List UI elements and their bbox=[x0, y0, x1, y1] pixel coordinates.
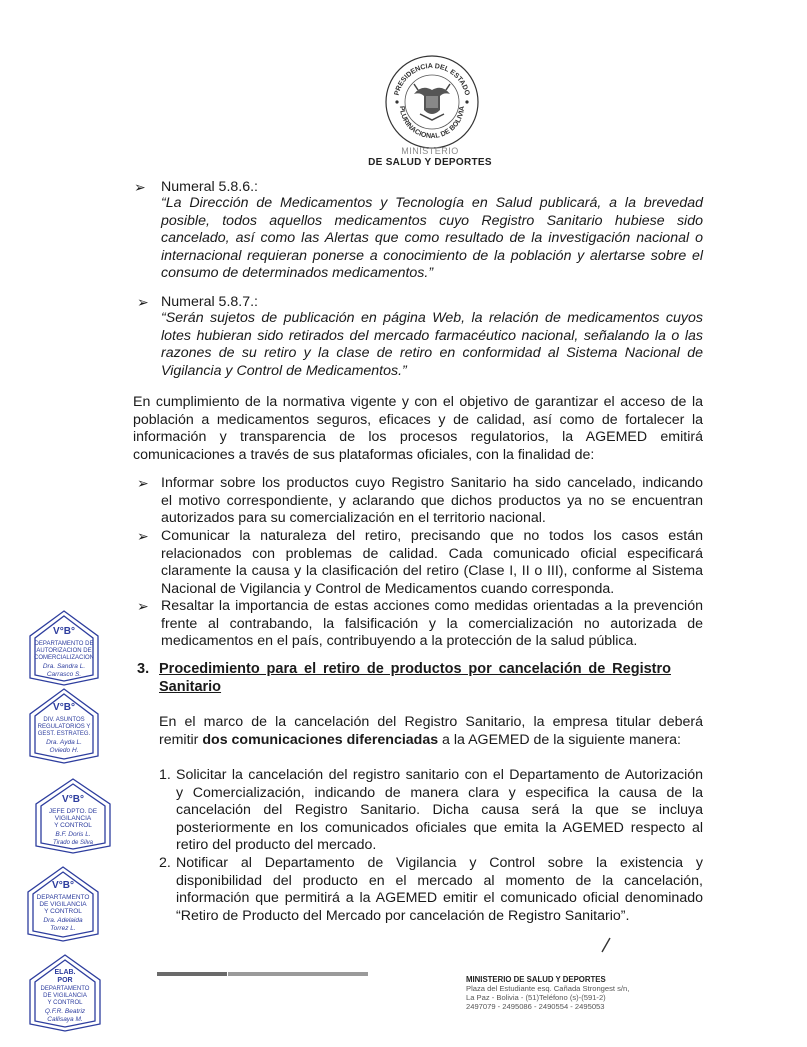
bullet-line: Resaltar la importancia de estas acciones como medidas orientadas a la prevención bbox=[161, 598, 703, 614]
intro-line: En el marco de la cancelación del Registro Sanitario, la empresa titular deberá bbox=[159, 714, 703, 730]
quote-line: razones de su retiro y la clase de retiro en conformidad al Sistema Nacional de bbox=[161, 345, 703, 362]
stamp-line: VIGILANCIA bbox=[54, 815, 92, 822]
ministry-header bbox=[340, 146, 520, 168]
stamp-line: Callisaya M. bbox=[47, 1016, 83, 1023]
item-line: Notificar al Departamento de Vigilancia y Control sobre la existencia y bbox=[176, 855, 703, 871]
stamp-line: COMERCIALIZACION bbox=[33, 655, 95, 661]
item-number: 1. bbox=[159, 767, 171, 783]
stamp-line: GEST. ESTRATEG. bbox=[37, 731, 91, 737]
approval-stamp-3 bbox=[34, 776, 112, 856]
footer-line: MINISTERIO DE SALUD Y DEPORTES bbox=[466, 975, 606, 984]
section-number: 3. bbox=[137, 661, 150, 677]
intro-bold-text: dos comunicaciones diferenciadas bbox=[202, 731, 439, 748]
approval-stamp-1 bbox=[28, 608, 100, 688]
state-seal-icon bbox=[384, 54, 480, 150]
item-line: disponibilidad del producto en el mercado al momento de la cancelación, bbox=[176, 872, 703, 889]
arrow-bullet-icon: ➢ bbox=[137, 294, 149, 310]
numeral-587-quote bbox=[161, 310, 703, 380]
stamp-line: Y CONTROL bbox=[44, 908, 82, 915]
section-title: Procedimiento para el retiro de productos por cancelación de Registro Sanitario bbox=[159, 661, 671, 695]
paragraph-line: comunicaciones a través de sus plataformas oficiales, con la finalidad de: bbox=[133, 446, 595, 463]
seal-text-bottom: PLURINACIONAL DE BOLIVIA bbox=[397, 105, 467, 141]
stamp-vb: V°B° bbox=[53, 626, 75, 637]
quote-line: Vigilancia y Control de Medicamentos.” bbox=[161, 362, 407, 379]
stamp-line: Dra. Sandra L. bbox=[42, 663, 86, 670]
quote-line: consumo de determinados medicamentos.” bbox=[161, 265, 434, 282]
arrow-bullet-icon: ➢ bbox=[134, 179, 146, 195]
footer-line: La Paz - Bolivia - (51)Teléfono (s)-(591-2) bbox=[466, 993, 606, 1002]
quote-line: internacional requieran ponerse a conocimiento de la población y alertarse sobre el bbox=[161, 247, 703, 264]
bullet-line: Comunicar la naturaleza del retiro, precisando que no todos los casos están bbox=[161, 528, 703, 544]
arrow-bullet-icon: ➢ bbox=[137, 528, 149, 544]
bullet-line: Nacional de Vigilancia y Control de Medicamentos cuando corresponda. bbox=[161, 580, 615, 597]
item-line: información que permitirá a la AGEMED emitir el comunicado oficial denominado bbox=[176, 890, 703, 907]
stamp-vb: ELAB. bbox=[54, 969, 76, 976]
quote-line: posible, todos aquellos medicamentos cuyo Registro Sanitario hubiese sido bbox=[161, 212, 703, 229]
stamp-line: DEPARTAMENTO bbox=[36, 894, 90, 901]
pen-mark-icon bbox=[600, 936, 612, 954]
seal-text-top: PRESIDENCIA DEL ESTADO bbox=[393, 62, 471, 97]
bullet-item-2 bbox=[161, 528, 703, 598]
stamp-line: Y CONTROL bbox=[47, 1000, 83, 1006]
bullet-item-3 bbox=[161, 598, 703, 651]
quote-line: cancelado, así como las Alertas que como resultado de la investigación nacional o bbox=[161, 230, 703, 247]
bullet-line: claramente la causa y la clasificación del retiro (Clase I, II o III), conforme al Sistema bbox=[161, 563, 703, 580]
stamp-line: AUTORIZACION DE bbox=[36, 648, 92, 654]
footer-bar-light bbox=[228, 972, 368, 976]
section-3-heading bbox=[137, 660, 671, 696]
footer-address bbox=[466, 975, 686, 1011]
footer-line: 2497079 - 2495086 - 2490554 - 2495053 bbox=[466, 1002, 605, 1011]
paragraph-line: En cumplimiento de la normativa vigente y con el objetivo de garantizar el acceso de la bbox=[133, 394, 703, 410]
bullet-line: el motivo correspondiente, y aclarando que dichos productos ya no se encuentran bbox=[161, 492, 703, 509]
stamp-line: DEPARTAMENTO bbox=[40, 986, 90, 992]
numbered-item-2 bbox=[176, 855, 703, 925]
intro-text: a la AGEMED de la siguiente manera: bbox=[438, 731, 682, 748]
item-line: y Comercialización, indicando de manera clara y especifica la causa de la bbox=[176, 784, 703, 801]
stamp-line: B.F. Doris L. bbox=[55, 831, 91, 838]
section-3-intro bbox=[159, 714, 703, 749]
stamp-line: DE VIGILANCIA bbox=[43, 993, 87, 999]
approval-stamp-4 bbox=[26, 864, 100, 944]
stamp-line: DIV. ASUNTOS bbox=[43, 717, 85, 723]
stamp-vb: V°B° bbox=[53, 702, 75, 713]
paragraph-line: información y transparencia de los procesos regulatorios, la AGEMED emitirá bbox=[133, 429, 703, 446]
arrow-bullet-icon: ➢ bbox=[137, 475, 149, 491]
stamp-line: REGULATORIOS Y bbox=[37, 724, 91, 730]
bullet-item-1 bbox=[161, 475, 703, 528]
stamp-line: Dra. Adelaida bbox=[43, 917, 83, 924]
item-line: “Retiro de Producto del Mercado por cancelación de Registro Sanitario”. bbox=[176, 907, 630, 924]
numeral-587-label: Numeral 5.8.7.: bbox=[161, 294, 258, 310]
item-line: retiro del producto del mercado. bbox=[176, 837, 377, 854]
item-number: 2. bbox=[159, 855, 171, 871]
footer-bar-dark bbox=[157, 972, 227, 976]
item-line: posteriormente en los comunicados oficiales que emita la AGEMED respecto al bbox=[176, 819, 703, 836]
intro-paragraph bbox=[133, 394, 703, 464]
intro-line-2 bbox=[159, 732, 703, 750]
numeral-586-quote bbox=[161, 195, 703, 283]
item-line: Solicitar la cancelación del registro sanitario con el Departamento de Autorización bbox=[176, 767, 703, 783]
bullet-line: autorizados para su comercialización en el territorio nacional. bbox=[161, 510, 546, 527]
bullet-line: frente al contrabando, la falsificación y la comercialización no autorizada de bbox=[161, 615, 703, 632]
bullet-line: relacionados con problemas de calidad. Cada comunicado oficial especificará bbox=[161, 545, 703, 562]
ministry-line-1: MINISTERIO bbox=[401, 146, 459, 156]
paragraph-line: población a medicamentos seguros, eficaces y de calidad, así como de fortalecer la bbox=[133, 411, 703, 428]
stamp-line: Tirado de Silva bbox=[53, 840, 93, 846]
stamp-vb: V°B° bbox=[52, 880, 74, 891]
item-line: cancelación del Registro Sanitario. Dicha causa será la que se incluya bbox=[176, 802, 703, 819]
stamp-line: Carrasco S. bbox=[46, 671, 82, 678]
ministry-line-2: DE SALUD Y DEPORTES bbox=[368, 157, 492, 168]
stamp-line: Torrez L. bbox=[50, 925, 76, 932]
arrow-bullet-icon: ➢ bbox=[137, 598, 149, 614]
intro-text: remitir bbox=[159, 731, 203, 748]
numeral-586-label: Numeral 5.8.6.: bbox=[161, 179, 258, 195]
bullet-line: medicamentos en el país, contribuyendo a la protección de la salud pública. bbox=[161, 633, 638, 650]
quote-line: “La Dirección de Medicamentos y Tecnología en Salud publicará, a la brevedad bbox=[161, 195, 703, 211]
stamp-line: Q.F.R. Beatriz bbox=[44, 1008, 86, 1015]
footer-line: Plaza del Estudiante esq. Cañada Strongest s/n, bbox=[466, 984, 630, 993]
stamp-line: DEPARTAMENTO DE bbox=[34, 641, 94, 647]
stamp-line: DE VIGILANCIA bbox=[39, 901, 87, 908]
stamp-line: JEFE DPTO. DE bbox=[48, 808, 98, 815]
approval-stamp-2 bbox=[28, 686, 100, 766]
numbered-item-1 bbox=[176, 767, 703, 855]
bullet-line: Informar sobre los productos cuyo Registro Sanitario ha sido cancelado, indicando bbox=[161, 475, 703, 491]
stamp-vb: V°B° bbox=[62, 794, 84, 805]
approval-stamp-5 bbox=[28, 952, 102, 1034]
stamp-line: Y CONTROL bbox=[54, 822, 92, 829]
stamp-vb: POR bbox=[57, 977, 73, 984]
stamp-line: Dra. Ayda L. bbox=[46, 739, 82, 746]
quote-line: “Serán sujetos de publicación en página Web, la relación de medicamentos cuyos bbox=[161, 310, 703, 326]
quote-line: lotes hubieran sido retirados del mercado farmacéutico nacional, señalando la o las bbox=[161, 327, 703, 344]
stamp-line: Oviedo H. bbox=[49, 747, 79, 754]
